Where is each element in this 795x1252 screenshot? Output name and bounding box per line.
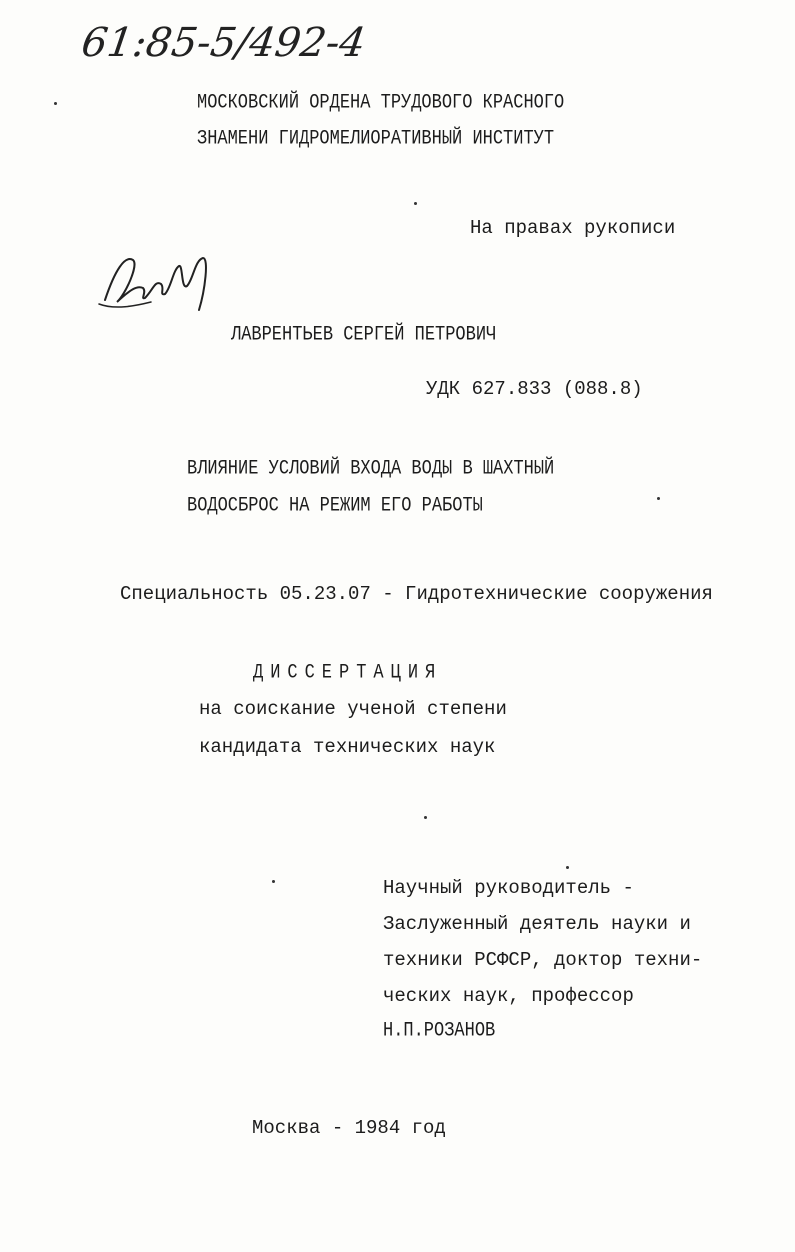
institute-line-1: МОСКОВСКИЙ ОРДЕНА ТРУДОВОГО КРАСНОГО: [197, 92, 565, 115]
scan-speck: [566, 866, 569, 869]
handwritten-signature: [95, 240, 225, 320]
scan-speck: [414, 202, 417, 205]
supervisor-name: Н.П.РОЗАНОВ: [383, 1020, 496, 1043]
supervisor-line-3: техники РСФСР, доктор техни-: [383, 949, 703, 971]
supervisor-line-4: ческих наук, профессор: [383, 985, 634, 1007]
scan-speck: [54, 102, 57, 105]
place-and-year: Москва - 1984 год: [252, 1117, 446, 1139]
specialty-line: Специальность 05.23.07 - Гидротехнические сооружения: [120, 583, 713, 605]
institute-line-2: ЗНАМЕНИ ГИДРОМЕЛИОРАТИВНЫЙ ИНСТИТУТ: [197, 128, 555, 151]
scan-speck: [272, 880, 275, 883]
scan-speck: [657, 497, 660, 500]
title-line-1: ВЛИЯНИЕ УСЛОВИЙ ВХОДА ВОДЫ В ШАХТНЫЙ: [187, 458, 555, 481]
supervisor-line-2: Заслуженный деятель науки и: [383, 913, 691, 935]
title-line-2: ВОДОСБРОС НА РЕЖИМ ЕГО РАБОТЫ: [187, 495, 483, 518]
handwritten-catalog-number: 61:85-5/492-4: [78, 20, 369, 66]
udc-code: УДК 627.833 (088.8): [426, 378, 643, 400]
author-name: ЛАВРЕНТЬЕВ СЕРГЕЙ ПЕТРОВИЧ: [231, 324, 497, 347]
supervisor-line-1: Научный руководитель -: [383, 877, 634, 899]
degree-line-1: на соискание ученой степени: [199, 698, 507, 720]
rights-note: На правах рукописи: [470, 217, 676, 239]
degree-line-2: кандидата технических наук: [199, 736, 496, 758]
dissertation-heading: ДИССЕРТАЦИЯ: [253, 662, 443, 685]
scan-speck: [424, 816, 427, 819]
